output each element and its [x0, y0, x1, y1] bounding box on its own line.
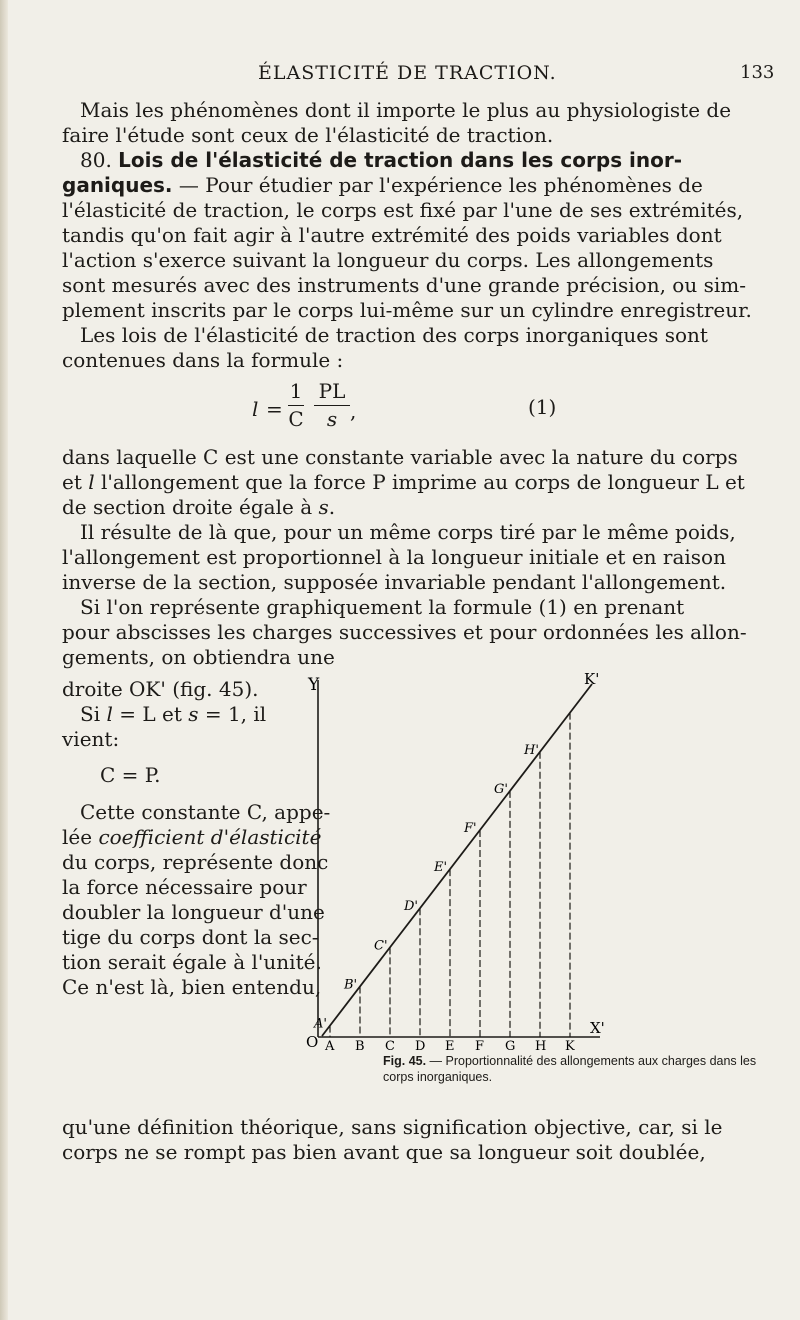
y-axis-label: Y — [308, 675, 320, 695]
text-line: Les lois de l'élasticité de traction des corps inorganiques sont — [80, 323, 708, 347]
section-title-end: ganiques. — [62, 173, 173, 197]
text-line: la force nécessaire pour — [62, 875, 307, 899]
fraction-numerator: 1 — [289, 379, 303, 403]
section-heading-line — [62, 148, 742, 173]
text-line: Il résulte de là que, pour un même corps tiré par le même poids, — [80, 520, 736, 544]
text-fragment: . — [328, 495, 336, 519]
line-point-label: G' — [494, 781, 508, 797]
text-line: doubler la longueur d'une — [62, 900, 325, 924]
page-header — [0, 62, 800, 92]
text-line: Ce n'est là, bien entendu, — [62, 975, 322, 999]
text-line: du corps, représente donc — [62, 850, 329, 874]
fraction-denominator: s — [326, 407, 338, 431]
line-point-label: A' — [314, 1016, 327, 1032]
x-point-label: D — [415, 1039, 426, 1050]
text-line: Cette constante C, appe- — [80, 800, 331, 824]
section-heading-line — [62, 173, 742, 198]
text-line: l'élasticité de traction, le corps est fixé par l'une de ses extrémités, — [62, 198, 744, 222]
formula-row — [62, 373, 742, 445]
variable-s: s — [188, 702, 199, 726]
variable-l: l — [88, 470, 95, 494]
text-fragment: Si — [80, 702, 107, 726]
x-point-label: E — [445, 1039, 455, 1050]
text-line: tandis qu'on fait agir à l'autre extrémité des poids variables dont — [62, 223, 722, 247]
x-point-label: H — [535, 1039, 547, 1050]
line-point-label: B' — [344, 977, 358, 993]
equation-c-equals-p: C = P. — [100, 763, 161, 787]
section-title: Lois de l'élasticité de traction dans les corps inor- — [118, 148, 683, 172]
line-end-label: K' — [584, 670, 600, 688]
fraction-bar — [314, 405, 350, 406]
formula-equals: = — [266, 397, 283, 421]
text-line: tige du corps dont la sec- — [62, 925, 319, 949]
formula-1 — [252, 375, 452, 441]
figure-caption — [383, 1053, 763, 1085]
x-point-label: A — [325, 1039, 335, 1050]
text-line: gements, on obtiendra une — [62, 645, 335, 669]
figure-diagram — [300, 670, 680, 1050]
text-fragment: = 1, il — [198, 702, 267, 726]
side-text-block — [62, 677, 330, 1000]
variable-s: s — [318, 495, 329, 519]
text-line: l'action s'exerce suivant la longueur du corps. Les allongements — [62, 248, 714, 272]
text-fragment: l'allongement que la force P imprime au corps de longueur L et — [94, 470, 745, 494]
bottom-text-block — [62, 1115, 723, 1165]
variable-l: l — [106, 702, 113, 726]
text-line: dans laquelle C est une constante variable avec la nature du corps — [62, 445, 738, 469]
figure-45 — [300, 670, 680, 1050]
text-fragment: = L et — [112, 702, 189, 726]
text-line: pour abscisses les charges successives et pour ordonnées les allon- — [62, 620, 747, 644]
line-point-label: D' — [404, 899, 418, 915]
x-point-label: G — [505, 1039, 516, 1050]
formula-lhs: l — [252, 397, 259, 421]
text-line: Mais les phénomènes dont il importe le plus au physiologiste de — [80, 98, 732, 122]
x-point-label: B — [355, 1039, 365, 1050]
running-title: ÉLASTICITÉ DE TRACTION. — [258, 62, 557, 84]
text-line: Si l'on représente graphiquement la formule (1) en prenant — [80, 595, 685, 619]
text-line: droite OK' (fig. 45). — [62, 677, 259, 701]
fraction-pl-over-s — [314, 379, 350, 432]
text-line: faire l'étude sont ceux de l'élasticité de traction. — [62, 123, 554, 147]
proportionality-line-ok — [322, 684, 592, 1036]
page-number: 133 — [740, 62, 775, 83]
fraction-1-over-c — [288, 379, 304, 432]
x-point-label: C — [385, 1039, 395, 1050]
text-fragment: de section droite égale à — [62, 495, 319, 519]
fraction-denominator: C — [288, 407, 304, 431]
text-line — [62, 702, 330, 727]
text-fragment: et — [62, 470, 89, 494]
text-fragment: — Pour étudier par l'expérience les phénomènes de — [172, 173, 703, 197]
x-point-label: K — [565, 1039, 575, 1050]
text-line: sont mesurés avec des instruments d'une grande précision, ou sim- — [62, 273, 746, 297]
x-axis-label: X' — [590, 1019, 605, 1037]
text-line — [62, 470, 745, 495]
formula-comma: , — [350, 399, 357, 423]
text-line: inverse de la section, supposée invariable pendant l'allongement. — [62, 570, 727, 594]
fraction-bar — [288, 405, 304, 406]
page-edge-shadow — [0, 0, 8, 1320]
text-line: vient: — [62, 727, 120, 751]
term-coefficient: coefficient d'élasticité — [98, 825, 322, 849]
text-fragment: lée — [62, 825, 93, 849]
line-point-label: H' — [524, 742, 539, 758]
equation-number: (1) — [528, 395, 557, 419]
line-point-label: F' — [464, 821, 477, 837]
text-line: corps ne se rompt pas bien avant que sa longueur soit doublée, — [62, 1140, 706, 1164]
text-line: qu'une définition théorique, sans signification objective, car, si le — [62, 1115, 723, 1139]
fraction-numerator: PL — [318, 379, 346, 403]
line-point-label: E' — [434, 860, 448, 876]
text-line: tion serait égale à l'unité. — [62, 950, 322, 974]
origin-label: O — [306, 1033, 319, 1050]
x-point-label: F — [475, 1039, 485, 1050]
text-line: l'allongement est proportionnel à la longueur initiale et en raison — [62, 545, 726, 569]
text-line: contenues dans la formule : — [62, 348, 344, 372]
text-line: plement inscrits par le corps lui-même sur un cylindre enregistreur. — [62, 298, 752, 322]
section-number: 80. — [80, 148, 112, 172]
main-text-block — [62, 98, 752, 670]
text-line — [62, 495, 742, 520]
caption-text: — Proportionnalité des allongements aux charges dans les corps inorganiques. — [383, 1054, 757, 1084]
line-point-label: C' — [374, 938, 388, 954]
text-line — [62, 825, 330, 850]
caption-label: Fig. 45. — [383, 1054, 427, 1068]
